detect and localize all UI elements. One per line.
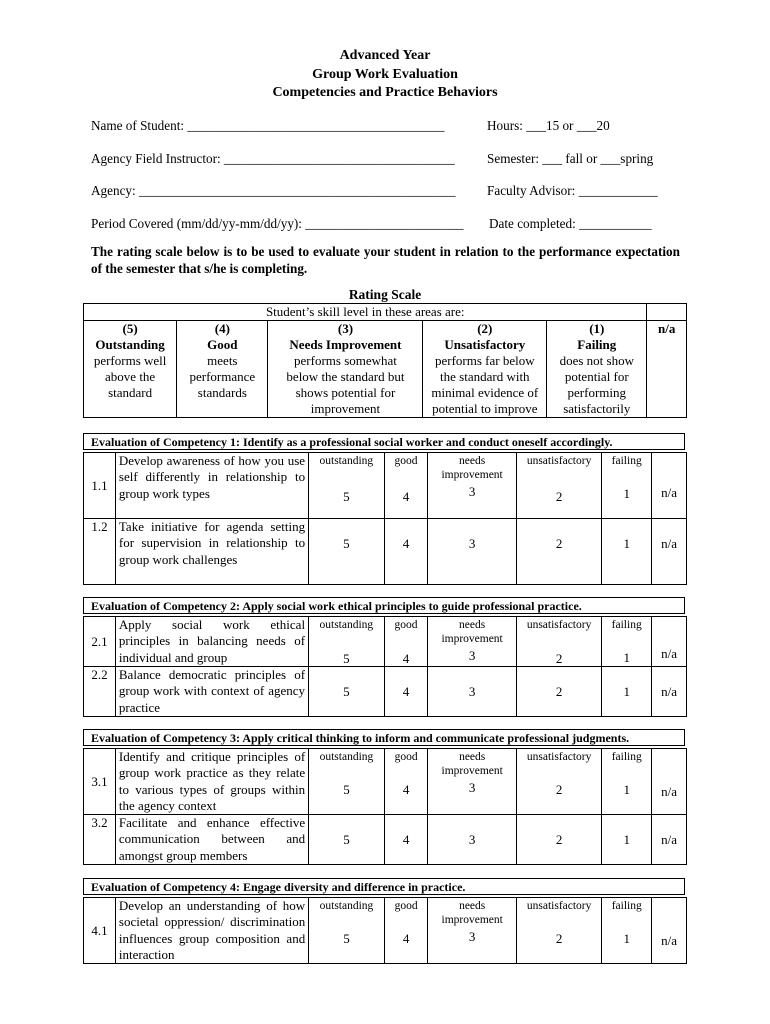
score-na[interactable]: n/a (652, 815, 687, 865)
score-good[interactable]: 4 (384, 667, 428, 717)
score-failing[interactable]: failing 1 (602, 898, 652, 964)
score-failing[interactable]: failing 1 (602, 749, 652, 815)
rating-level-4: (4) Good meets performance standards (177, 321, 268, 418)
competency-4-table (83, 897, 687, 964)
form-title-line-1: Advanced Year (339, 48, 431, 63)
competency-2-heading: Evaluation of Competency 2: Apply social work ethical principles to guide professional practice. (83, 597, 685, 614)
score-na[interactable]: n/a (652, 667, 687, 717)
score-unsatisfactory[interactable]: 2 (516, 667, 601, 717)
form-title-line-2: Group Work Evaluation (312, 67, 458, 82)
student-name-field[interactable]: Name of Student: _______________________________________ (91, 118, 445, 133)
score-needs-improvement[interactable]: 3 (428, 519, 516, 585)
item-number: 1.1 (84, 453, 116, 519)
rating-level-na: n/a (647, 321, 687, 418)
score-unsatisfactory[interactable]: unsatisfactory 2 (516, 898, 601, 964)
period-covered-field[interactable]: Period Covered (mm/dd/yy-mm/dd/yy): ________________________ (91, 216, 464, 231)
rating-level-3: (3) Needs Improvement performs somewhat below the standard but shows potential for improvement (268, 321, 423, 418)
table-row (84, 617, 687, 667)
rating-scale-title: Rating Scale (348, 287, 422, 302)
score-na[interactable]: n/a (652, 519, 687, 585)
item-description: Develop awareness of how you use self differently in relationship to group work types (115, 453, 308, 519)
score-good[interactable]: good 4 (384, 617, 428, 667)
rating-level-2: (2) Unsatisfactory performs far below the standard with minimal evidence of potential to improve (423, 321, 547, 418)
competency-4-heading: Evaluation of Competency 4: Engage diversity and difference in practice. (83, 878, 685, 895)
score-good[interactable]: good 4 (384, 898, 428, 964)
score-failing[interactable]: 1 (602, 815, 652, 865)
score-needs-improvement[interactable]: needs improvement 3 (428, 453, 516, 519)
score-outstanding[interactable]: 5 (309, 519, 385, 585)
score-good[interactable]: good 4 (384, 453, 428, 519)
score-good[interactable]: 4 (384, 519, 428, 585)
score-outstanding[interactable]: outstanding 5 (309, 898, 385, 964)
rating-level-5: (5) Outstanding performs well above the standard (84, 321, 177, 418)
faculty-advisor-field[interactable]: Faculty Advisor: ____________ (487, 183, 658, 198)
rating-scale-subtitle: Student’s skill level in these areas are: (84, 304, 647, 321)
table-row (84, 453, 687, 519)
score-unsatisfactory[interactable]: unsatisfactory 2 (516, 617, 601, 667)
table-row (84, 749, 687, 815)
score-na[interactable]: n/a (652, 617, 687, 667)
score-outstanding[interactable]: 5 (309, 667, 385, 717)
score-good[interactable]: good 4 (384, 749, 428, 815)
score-outstanding[interactable]: outstanding 5 (309, 453, 385, 519)
form-title-line-3: Competencies and Practice Behaviors (272, 85, 498, 100)
score-unsatisfactory[interactable]: unsatisfactory 2 (516, 749, 601, 815)
score-na[interactable]: n/a (652, 749, 687, 815)
competency-1-table (83, 452, 687, 585)
score-na[interactable]: n/a (652, 453, 687, 519)
agency-field[interactable]: Agency: ________________________________________________ (91, 183, 456, 198)
score-na[interactable]: n/a (652, 898, 687, 964)
score-outstanding[interactable]: outstanding 5 (309, 749, 385, 815)
score-outstanding[interactable]: 5 (309, 815, 385, 865)
date-completed-field[interactable]: Date completed: ___________ (489, 216, 652, 231)
score-needs-improvement[interactable]: 3 (428, 815, 516, 865)
item-number: 3.1 (84, 749, 116, 815)
item-description: Identify and critique principles of group work practice as they relate to various types of groups within the agency context (115, 749, 308, 815)
score-outstanding[interactable]: outstanding 5 (309, 617, 385, 667)
item-number: 2.1 (84, 617, 116, 667)
rating-level-1: (1) Failing does not show potential for performing satisfactorily (547, 321, 647, 418)
field-instructor-field[interactable]: Agency Field Instructor: ___________________________________ (91, 151, 455, 166)
item-description: Develop an understanding of how societal oppression/ discrimination influences group composition and interaction (115, 898, 308, 964)
score-failing[interactable]: 1 (602, 519, 652, 585)
score-needs-improvement[interactable]: 3 (428, 667, 516, 717)
score-unsatisfactory[interactable]: unsatisfactory 2 (516, 453, 601, 519)
rating-scale-table (83, 303, 687, 418)
hours-field[interactable]: Hours: ___15 or ___20 (487, 118, 610, 133)
item-description: Take initiative for agenda setting for supervision in relationship to group work challenges (115, 519, 308, 585)
item-number: 1.2 (84, 519, 116, 585)
item-number: 4.1 (84, 898, 116, 964)
score-unsatisfactory[interactable]: 2 (516, 815, 601, 865)
instructions-text: The rating scale below is to be used to evaluate your student in relation to the performance expectation of the semester that s/he is completing. (91, 244, 680, 276)
score-failing[interactable]: 1 (602, 667, 652, 717)
score-failing[interactable]: failing 1 (602, 617, 652, 667)
score-needs-improvement[interactable]: needs improvement 3 (428, 749, 516, 815)
semester-field[interactable]: Semester: ___ fall or ___spring (487, 151, 654, 166)
competency-3-table (83, 748, 687, 865)
item-description: Facilitate and enhance effective communication between and amongst group members (115, 815, 308, 865)
item-description: Apply social work ethical principles in balancing needs of individual and group (115, 617, 308, 667)
competency-2-table (83, 616, 687, 717)
score-good[interactable]: 4 (384, 815, 428, 865)
table-row (84, 815, 687, 865)
competency-3-heading: Evaluation of Competency 3: Apply critical thinking to inform and communicate professional judgments. (83, 729, 685, 746)
table-row (84, 898, 687, 964)
table-row (84, 519, 687, 585)
score-needs-improvement[interactable]: needs improvement 3 (428, 898, 516, 964)
score-failing[interactable]: failing 1 (602, 453, 652, 519)
competency-1-heading: Evaluation of Competency 1: Identify as a professional social worker and conduct oneself accordingly. (83, 433, 685, 450)
score-unsatisfactory[interactable]: 2 (516, 519, 601, 585)
table-row (84, 667, 687, 717)
item-number: 3.2 (84, 815, 116, 865)
score-needs-improvement[interactable]: needs improvement 3 (428, 617, 516, 667)
item-description: Balance democratic principles of group work with context of agency practice (115, 667, 308, 717)
item-number: 2.2 (84, 667, 116, 717)
